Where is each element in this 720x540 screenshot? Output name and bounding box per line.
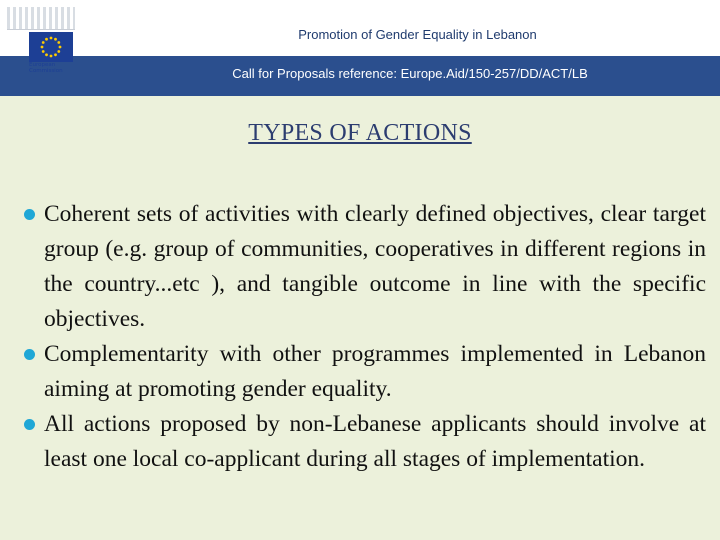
header-bar <box>0 0 720 56</box>
bullet-text: Coherent sets of activities with clearly defined objectives, clear target group (e.g. group of communities, cooperatives in different regions in the country...etc ), and tangible outcome in line with the specific objectives. <box>44 201 706 332</box>
bullet-text: Complementarity with other programmes implemented in Lebanon aiming at promoting gender equality. <box>44 341 706 402</box>
list-item <box>22 407 706 477</box>
slide-title: TYPES OF ACTIONS <box>248 120 472 146</box>
reference-band <box>0 56 720 96</box>
bullet-icon <box>24 419 35 430</box>
eu-flag-icon <box>29 32 73 62</box>
bullet-icon <box>24 209 35 220</box>
header-title: Promotion of Gender Equality in Lebanon <box>298 27 537 42</box>
reference-text: Call for Proposals reference: Europe.Aid/150-257/DD/ACT/LB <box>232 66 588 81</box>
logo-caption: European Commission <box>29 62 63 74</box>
list-item <box>22 197 706 337</box>
european-commission-logo <box>7 7 75 77</box>
bullet-icon <box>24 349 35 360</box>
bullet-list <box>22 197 706 477</box>
eu-stars-icon <box>29 32 73 62</box>
berlaymont-building-icon <box>7 7 75 30</box>
bullet-text: All actions proposed by non-Lebanese applicants should involve at least one local co-applicant during all stages of implementation. <box>44 411 706 472</box>
list-item <box>22 337 706 407</box>
